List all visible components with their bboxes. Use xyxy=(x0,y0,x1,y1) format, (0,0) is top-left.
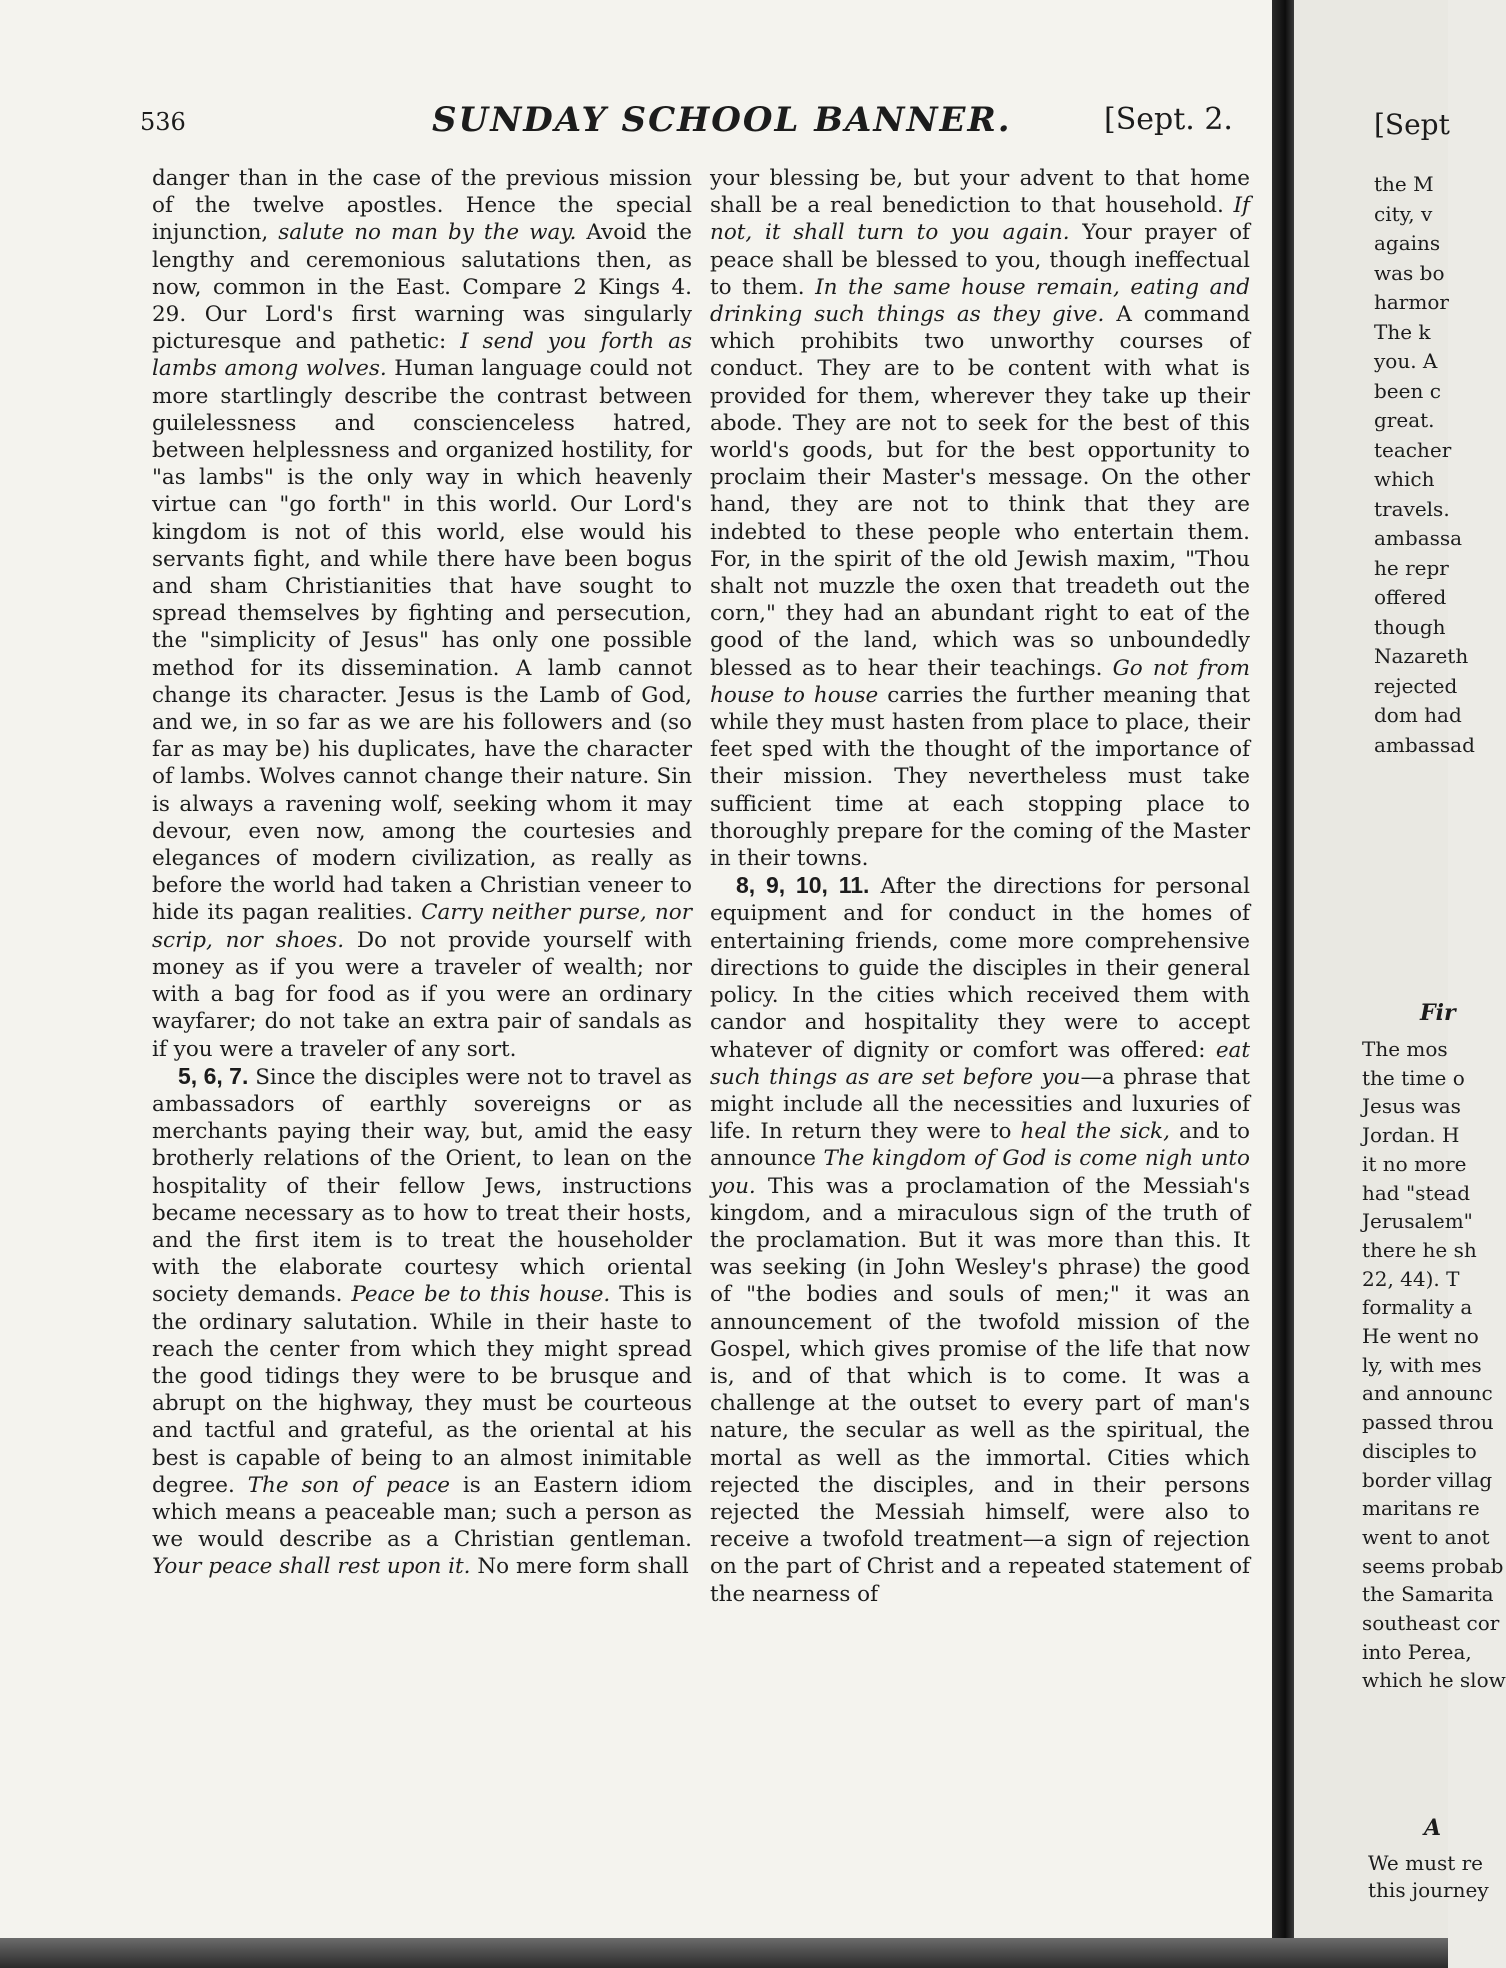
next-page-line: dom had xyxy=(1374,703,1462,727)
running-header xyxy=(140,100,1240,150)
next-page-line: agains xyxy=(1374,231,1441,255)
next-page-line: the M xyxy=(1374,172,1434,196)
next-page-lines-top xyxy=(1374,170,1475,760)
right-column xyxy=(710,165,1250,1935)
scripture-quote: heal the sick, xyxy=(1020,1119,1170,1145)
next-page-line: it no more xyxy=(1362,1151,1467,1176)
next-page-line: Jerusalem" xyxy=(1362,1209,1473,1234)
next-page-line: disciples to xyxy=(1362,1438,1477,1463)
next-page-header: [Sept xyxy=(1374,108,1450,141)
next-page-line: border villag xyxy=(1362,1467,1493,1492)
next-page-line: maritans re xyxy=(1362,1496,1480,1521)
text: This is the ordinary salutation. While in their haste to reach the center from which they might spread the good tidings they were to be brusque and abrupt on the highway, they must be courteous and tactful and grateful, as the oriental at his best is capable of being to an almost inimitable degree. xyxy=(152,1282,692,1498)
next-page-line: great. xyxy=(1374,408,1435,432)
text: —a phrase that might include all the necessities and luxuries of life. In return they were to xyxy=(710,1064,1250,1145)
next-page-line: Nazareth xyxy=(1374,644,1469,668)
next-page-line: was bo xyxy=(1374,260,1445,285)
next-page-lines-mid xyxy=(1362,1035,1506,1695)
left-column xyxy=(152,165,692,1935)
next-page-line: and announc xyxy=(1362,1381,1493,1406)
text: Since the disciples were not to travel as ambassadors of earthly sovereigns or as merchants paying their way, but, amid the easy brotherly relations of the Orient, to lean on the hospitality of their fellow Jews, instructions became necessary as to how to treat their hosts, and the first item is to treat the householder with the elaborate courtesy which oriental society demands. xyxy=(152,1064,692,1308)
next-page-line: rejected xyxy=(1374,673,1458,698)
next-page-line: had "stead xyxy=(1362,1180,1471,1205)
next-page-line: there he sh xyxy=(1362,1237,1477,1262)
next-page-fragment xyxy=(1294,0,1506,1968)
text: No mere form shall xyxy=(470,1554,689,1580)
next-page-line: passed throu xyxy=(1362,1410,1494,1435)
next-page-line: the Samarita xyxy=(1362,1582,1494,1607)
next-page-line: this journey xyxy=(1368,1878,1489,1902)
text: and to announce xyxy=(710,1119,1250,1172)
next-page-line: We must re xyxy=(1368,1851,1484,1875)
text: Do not provide yourself with money as if you were a traveler of wealth; nor with a bag for food as if you were an ordinary wayfarer; do not take an extra pair of sandals as if you were a traveler of any sort. xyxy=(152,927,692,1062)
text: your blessing be, but your advent to that home shall be a real benediction to that household. xyxy=(710,166,1250,219)
text: Human language could not more startlingly describe the contrast between guilelessness and conscienceless hatred, between helplessness and organized hostility, for "as lambs" is the only way in which heavenly virtue can "go forth" in this world. Our Lord's kingdom is not of this world, else would his servants fight, and while there have been bogus and sham Christianities that have sought to spread themselves by fighting and persecution, the "simplicity of Jesus" has only one possible method for its dissemination. A lamb cannot change its character. Jesus is the Lamb of God, and we, in so far as we are his followers and (so far as may be) his duplicates, have the character of lambs. Wolves cannot change their nature. Sin is always a ravening wolf, seeking whom it may devour, even now, among the courtesies and elegances of modern civilization, as really as before the world had taken a Christian veneer to hide its pagan realities. xyxy=(152,356,692,926)
next-page-line: ambassad xyxy=(1374,732,1475,757)
next-page-line: Jesus was xyxy=(1362,1094,1461,1119)
scan-bottom-edge xyxy=(0,1938,1448,1968)
next-page-line: went to anot xyxy=(1362,1524,1490,1549)
scripture-quote: Peace be to this house. xyxy=(351,1282,611,1308)
scripture-quote: Carry neither purse, nor scrip, nor shoes. xyxy=(152,900,692,953)
text: is an Eastern idiom which means a peaceable man; such a person as we would describe as a Christian gentleman. xyxy=(152,1472,692,1553)
next-page-line: the time o xyxy=(1362,1065,1465,1090)
text: Your prayer of peace shall be blessed to you, though ineffectual to them. xyxy=(710,220,1251,300)
next-page-line: 22, 44). T xyxy=(1362,1266,1460,1291)
next-page-line: Jordan. H xyxy=(1362,1123,1460,1148)
text: danger than in the case of the previous mission of the twelve apostles. Hence the special injunction, xyxy=(152,166,692,246)
next-page-line: into Perea, xyxy=(1362,1639,1472,1664)
next-page-line: been c xyxy=(1374,378,1441,403)
next-page-line: harmor xyxy=(1374,290,1449,314)
paragraph xyxy=(152,1063,692,1581)
next-page-line: you. A xyxy=(1374,349,1438,373)
next-page-line: southeast cor xyxy=(1362,1611,1500,1636)
next-page-line: ly, with mes xyxy=(1362,1352,1482,1377)
paragraph xyxy=(152,165,692,1063)
text: This was a proclamation of the Messiah's kingdom, and a miraculous sign of the truth of the proclamation. But it was more than this. It was seeking (in John Wesley's phrase) the good of "the bodies and souls of men;" it was an announcement of the twofold mission of the Gospel, which gives promise of the life that now is, and of that which is to come. It was a challenge at the outset to every part of man's nature, the secular as well as the spiritual, the mortal as well as the immortal. Cities which rejected the disciples, and in their persons rejected the Messiah himself, were also to receive a twofold treatment—a sign of rejection on the part of Christ and a repeated statement of the nearness of xyxy=(710,1173,1250,1607)
verse-number: 8, 9, 10, 11. xyxy=(736,872,870,899)
next-page-line: offered xyxy=(1374,585,1447,609)
verse-number: 5, 6, 7. xyxy=(178,1062,249,1089)
text: Avoid the lengthy and ceremonious salutations then, as now, common in the East. Compare 2 Kings 4. 29. Our Lord's first warning was singularly picturesque and pathetic: xyxy=(152,220,693,355)
next-page-lines-bottom xyxy=(1368,1850,1489,1904)
scripture-quote: The son of peace xyxy=(247,1472,451,1498)
scripture-quote: eat such things as are set before you xyxy=(710,1037,1250,1090)
next-page-line: seems probab xyxy=(1362,1553,1504,1578)
text: After the directions for personal equipment and for conduct in the homes of entertaining friends, come more comprehensive directions to guide the disciples in their general policy. In the cities which received them with candor and hospitality they were to accept whatever of dignity or comfort was offered: xyxy=(710,874,1250,1063)
next-page-line: city, v xyxy=(1374,201,1433,226)
next-page-line: he repr xyxy=(1374,555,1449,580)
scripture-quote: If not, it shall turn to you again. xyxy=(710,193,1250,246)
next-page-line: teacher xyxy=(1374,437,1452,462)
scripture-quote: The kingdom of God is come nigh unto you. xyxy=(710,1146,1250,1199)
next-page-line: The mos xyxy=(1362,1037,1448,1061)
text: carries the further meaning that while they must hasten from place to place, their feet sped with the thought of the importance of their mission. They nevertheless must take sufficient time at each stopping place to thoroughly prepare for the coming of the Master in their towns. xyxy=(710,682,1250,872)
book-gutter xyxy=(1272,0,1294,1968)
next-page-line: The k xyxy=(1374,319,1431,344)
scripture-quote: Go not from house to house xyxy=(710,655,1250,708)
next-page-line: ambassa xyxy=(1374,526,1463,550)
paragraph xyxy=(710,165,1250,872)
next-page-line: which xyxy=(1374,467,1435,491)
scripture-quote: salute no man by the way. xyxy=(278,220,577,246)
next-page-line: formality a xyxy=(1362,1295,1473,1320)
header-date: [Sept. 2. xyxy=(1104,102,1233,137)
text: A command which prohibits two unworthy courses of conduct. They are to be content with what is provided for them, wherever they take up their abode. They are not to seek for the best of this world's goods, but for the best opportunity to proclaim their Master's message. On the other hand, they are not to think that they are indebted to these people who entertain them. For, in the spirit of the old Jewish maxim, "Thou shalt not muzzle the oxen that treadeth out the corn," they had an abundant right to eat of the good of the land, which was so unboundedly blessed as to hear their teachings. xyxy=(710,302,1250,681)
scripture-quote: I send you forth as lambs among wolves. xyxy=(152,329,692,382)
next-page-line: though xyxy=(1374,614,1446,639)
next-page-line: He went no xyxy=(1362,1324,1479,1349)
page-number: 536 xyxy=(140,108,186,136)
running-title: SUNDAY SCHOOL BANNER. xyxy=(432,100,1012,140)
next-page-line: which he slow xyxy=(1362,1668,1506,1693)
next-page-heading-2: A xyxy=(1424,1815,1442,1841)
paragraph xyxy=(710,872,1250,1607)
scripture-quote: Your peace shall rest upon it. xyxy=(152,1554,471,1580)
next-page-heading: Fir xyxy=(1420,1000,1456,1026)
next-page-line: travels. xyxy=(1374,496,1450,521)
scripture-quote: In the same house remain, eating and drinking such things as they give. xyxy=(710,274,1250,328)
